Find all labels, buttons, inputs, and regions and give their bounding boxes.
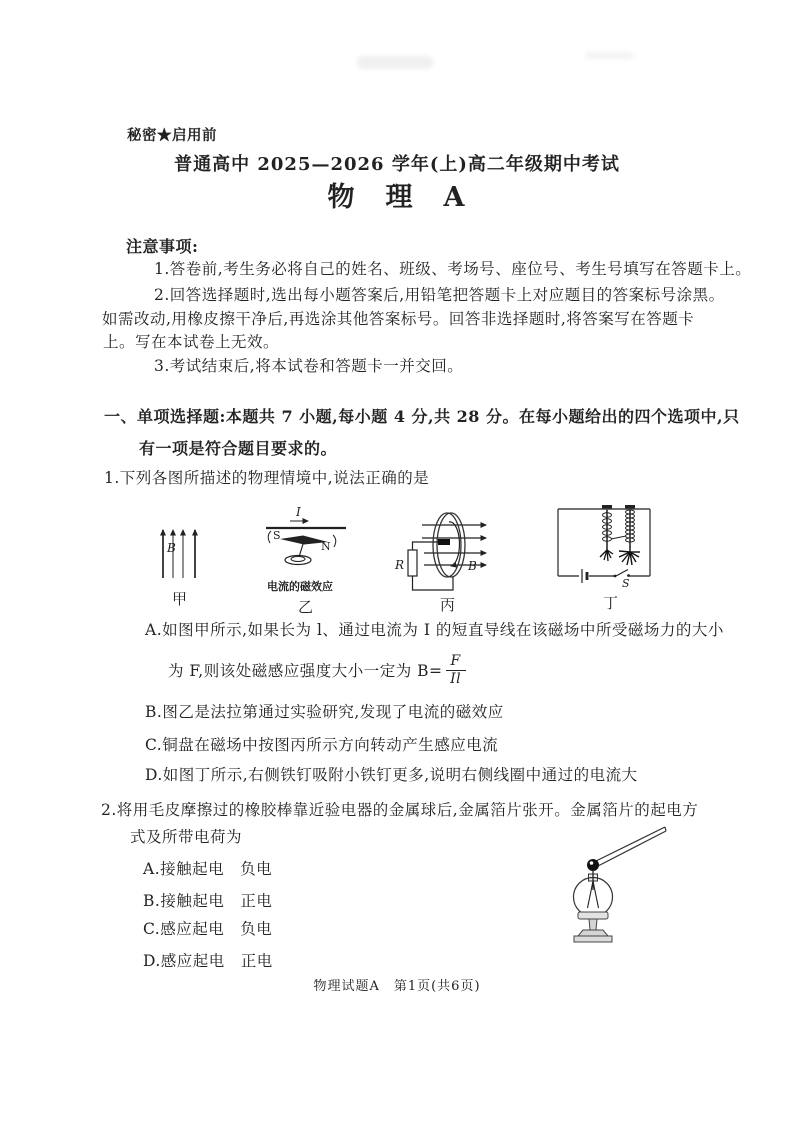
attracted-nails-large: [619, 551, 640, 565]
figure-electroscope: [552, 818, 702, 948]
rotation-arc-left: [268, 531, 271, 543]
flask-ring: [578, 912, 608, 919]
fraction-numerator: F: [446, 654, 466, 671]
question2-stem-line2: 式及所带电荷为: [130, 828, 243, 846]
notice-line-3: 3.考试结束后,将本试卷和答题卡一并交回。: [154, 357, 464, 375]
resistor-label: R: [395, 558, 405, 572]
switch-label: S: [622, 577, 630, 590]
q1-option-a-formula-prefix: 为 F,则该处磁感应强度大小一定为 B=: [168, 662, 443, 680]
coil-link-wire: [611, 536, 626, 539]
scan-artifact: [357, 56, 433, 69]
figure-jia-magnetic-field: [150, 500, 220, 612]
stand-base-top: [578, 930, 608, 936]
figure-ding-electromagnet-circuit: [548, 494, 658, 614]
stand-base-inner: [291, 557, 305, 562]
stand-stem: [589, 919, 597, 930]
b-field-label: B: [468, 559, 477, 573]
question2-stem-line1: 2.将用毛皮摩擦过的橡胶棒靠近验电器的金属球后,金属箔片张开。金属箔片的起电方: [101, 801, 699, 819]
section1-header-line1: 一、单项选择题:本题共 7 小题,每小题 4 分,共 28 分。在每小题给出的四个选项中,只: [104, 407, 740, 426]
scan-artifact: [585, 52, 633, 59]
q1-option-c: C.铜盘在磁场中按图丙所示方向转动产生感应电流: [145, 736, 499, 754]
q2-option-b: B.接触起电 正电: [143, 892, 273, 910]
stand-base-bottom: [574, 936, 612, 942]
battery-icon: [582, 569, 587, 583]
figure-jia-label: 甲: [172, 590, 188, 608]
figure-bing-label: 丙: [440, 596, 456, 614]
metal-ball: [587, 859, 599, 871]
b-field-label: B: [167, 541, 176, 555]
exam-title: 普通高中 2025—2026 学年(上)高二年级期中考试: [174, 154, 620, 175]
fraction-denominator: Il: [450, 670, 462, 687]
brush-contact: [438, 539, 450, 545]
north-pole-label: N: [321, 540, 331, 553]
figure-bing-disc-in-field: [392, 498, 504, 614]
q1-option-a-line2: [168, 650, 466, 690]
right-nail-electromagnet: [619, 505, 640, 565]
section1-header-line2: 有一项是符合题目要求的。: [139, 439, 338, 458]
question1-stem: 1.下列各图所描述的物理情境中,说法正确的是: [104, 469, 430, 487]
rubber-rod: [596, 827, 666, 866]
q2-option-a: A.接触起电 负电: [143, 860, 273, 878]
figure-ding-label: 丁: [603, 594, 619, 612]
fraction-f-over-il: [446, 654, 466, 686]
q1-option-b: B.图乙是法拉第通过实验研究,发现了电流的磁效应: [145, 703, 504, 721]
subject-title: 物 理 A: [327, 182, 467, 213]
notice-heading: 注意事项:: [126, 237, 199, 256]
q2-option-c: C.感应起电 负电: [143, 920, 273, 938]
notice-line-2: 2.回答选择题时,选出每小题答案后,用铅笔把答题卡上对应题目的答案标号涂黑。: [154, 286, 725, 304]
q1-option-a-line1: A.如图甲所示,如果长为 l、通过电流为 I 的短直导线在该磁场中所受磁场力的大小: [145, 621, 724, 639]
q2-option-d: D.感应起电 正电: [143, 952, 273, 970]
resistor: [408, 550, 417, 576]
notice-line-2-cont2: 上。写在本试卷上无效。: [103, 333, 280, 351]
attracted-nails-small: [600, 550, 613, 561]
rotation-arrow-icon: [449, 522, 459, 566]
south-pole-label: S: [273, 529, 281, 542]
page-footer: 物理试题A 第1页(共6页): [313, 979, 481, 994]
notice-line-2-cont: 如需改动,用橡皮擦干净后,再选涂其他答案标号。回答非选择题时,将答案写在答题卡: [102, 310, 695, 328]
wire-bottom: [413, 576, 454, 590]
figure-yi-current-magnetic-effect: [248, 498, 352, 618]
q1-option-d: D.如图丁所示,右侧铁钉吸附小铁钉更多,说明右侧线圈中通过的电流大: [145, 766, 638, 784]
current-label: I: [296, 505, 301, 519]
secrecy-label: 秘密★启用前: [127, 127, 217, 144]
effect-caption: 电流的磁效应: [267, 580, 333, 593]
rotation-arc-right: [333, 535, 336, 547]
figure-yi-label: 乙: [298, 598, 314, 616]
notice-line-1: 1.答卷前,考生务必将自己的姓名、班级、考场号、座位号、考生号填写在答题卡上。: [154, 260, 752, 278]
left-nail-electromagnet: [600, 505, 613, 561]
wire-top: [413, 542, 439, 550]
metal-ball-highlight: [590, 861, 594, 865]
